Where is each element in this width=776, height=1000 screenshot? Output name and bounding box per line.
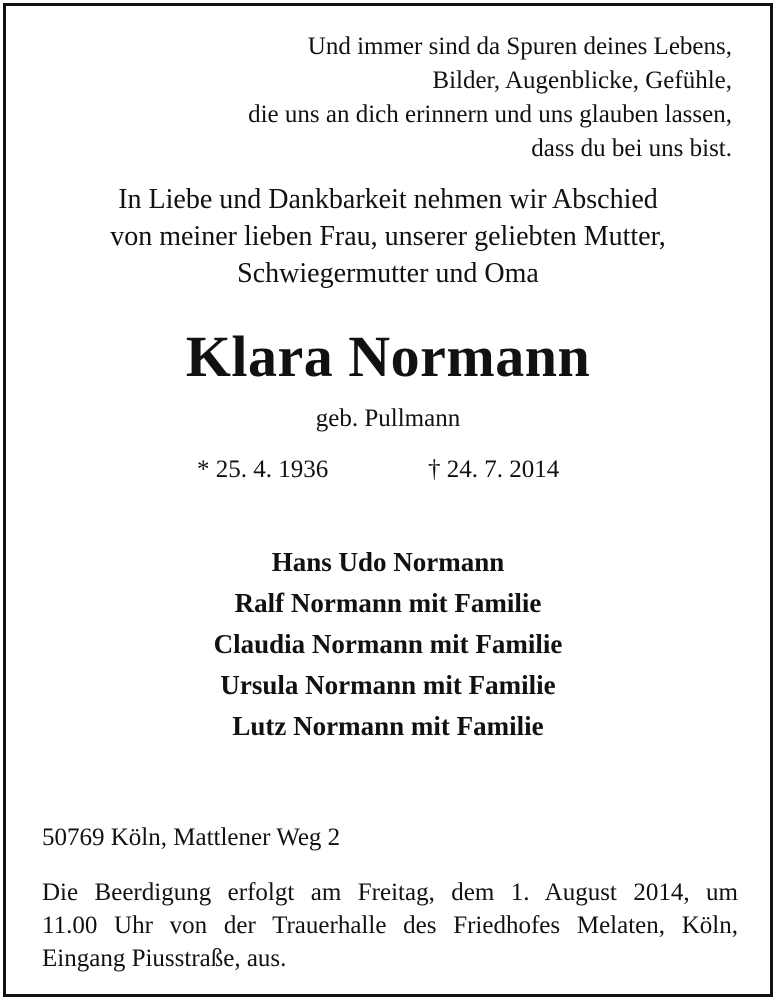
mourner-entry: Lutz Normann mit Familie xyxy=(232,711,544,741)
birth-date: * 25. 4. 1936 xyxy=(197,456,329,483)
deceased-name: Klara Normann xyxy=(185,324,591,389)
death-date: † 24. 7. 2014 xyxy=(428,456,560,483)
poem-line: Und immer sind da Spuren deines Lebens, xyxy=(307,33,732,60)
poem-line: die uns an dich erinnern und uns glauben lassen, xyxy=(248,101,732,128)
maiden-name: geb. Pullmann xyxy=(315,405,461,432)
farewell-line: von meiner lieben Frau, unserer geliebten Mutter, xyxy=(110,221,666,252)
funeral-line: 11.00 Uhr von der Trauerhalle des Friedhofes Melaten, Köln, xyxy=(42,912,738,939)
mourner-entry: Ursula Normann mit Familie xyxy=(220,670,556,700)
funeral-details xyxy=(42,876,738,975)
mourner-entry: Ralf Normann mit Familie xyxy=(234,588,542,618)
farewell-line: In Liebe und Dankbarkeit nehmen wir Abschied xyxy=(118,184,658,215)
mourners-list xyxy=(0,542,776,747)
farewell-text xyxy=(0,181,776,292)
mourner-entry: Claudia Normann mit Familie xyxy=(213,629,563,659)
family-address: 50769 Köln, Mattlener Weg 2 xyxy=(42,824,341,851)
farewell-line: Schwiegermutter und Oma xyxy=(237,258,539,289)
poem xyxy=(248,30,732,166)
poem-line: dass du bei uns bist. xyxy=(531,135,732,162)
funeral-line: Eingang Piusstraße, aus. xyxy=(42,945,287,972)
funeral-line: Die Beerdigung erfolgt am Freitag, dem 1. August 2014, um xyxy=(42,879,738,906)
poem-line: Bilder, Augenblicke, Gefühle, xyxy=(432,67,732,94)
mourner-entry: Hans Udo Normann xyxy=(271,547,505,577)
